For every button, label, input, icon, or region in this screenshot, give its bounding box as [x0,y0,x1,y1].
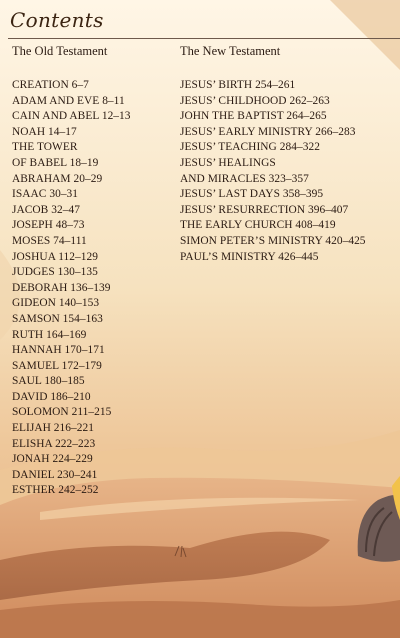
toc-entry[interactable]: SIMON PETER’S MINISTRY 420–425 [180,234,366,247]
toc-entry[interactable]: JESUS’ RESURRECTION 396–407 [180,203,349,216]
toc-entry[interactable]: NOAH 14–17 [12,125,77,138]
toc-entry[interactable]: JACOB 32–47 [12,203,80,216]
toc-entry[interactable]: SOLOMON 211–215 [12,406,112,419]
toc-entry[interactable]: AND MIRACLES 323–357 [180,172,309,185]
toc-entry[interactable]: JONAH 224–229 [12,453,93,466]
toc-entry[interactable]: GIDEON 140–153 [12,297,100,310]
toc-entry[interactable]: THE TOWER [12,141,78,154]
toc-entry[interactable]: JOSEPH 48–73 [12,219,85,232]
toc-entry[interactable]: JOHN THE BAPTIST 264–265 [180,110,327,123]
toc-entry[interactable]: JESUS’ HEALINGS [180,156,276,169]
toc-entry[interactable]: ADAM AND EVE 8–11 [12,94,125,107]
toc-entry[interactable]: DAVID 186–210 [12,390,91,403]
toc-entry[interactable]: ABRAHAM 20–29 [12,172,103,185]
page-title: Contents [10,8,104,32]
new-testament-list [180,78,366,265]
toc-entry[interactable]: JESUS’ LAST DAYS 358–395 [180,188,324,201]
toc-entry[interactable]: JESUS’ CHILDHOOD 262–263 [180,94,330,107]
toc-entry[interactable]: RUTH 164–169 [12,328,87,341]
toc-entry[interactable]: CAIN AND ABEL 12–13 [12,110,131,123]
toc-entry[interactable]: CREATION 6–7 [12,79,89,91]
new-testament-heading: The New Testament [180,44,281,58]
toc-entry[interactable]: MOSES 74–111 [12,234,87,247]
toc-entry[interactable]: DANIEL 230–241 [12,468,98,481]
toc-entry[interactable]: JESUS’ TEACHING 284–322 [180,141,320,154]
toc-entry[interactable]: PAUL’S MINISTRY 426–445 [180,250,319,263]
toc-entry[interactable]: THE EARLY CHURCH 408–419 [180,219,336,232]
toc-entry[interactable]: ESTHER 242–252 [12,484,99,497]
old-testament-list [12,78,131,499]
toc-entry[interactable]: JESUS’ BIRTH 254–261 [180,79,296,91]
toc-entry[interactable]: DEBORAH 136–139 [12,281,111,294]
toc-entry[interactable]: JESUS’ EARLY MINISTRY 266–283 [180,125,356,138]
toc-entry[interactable]: ELIJAH 216–221 [12,422,95,435]
title-divider [8,38,400,39]
toc-entry[interactable]: OF BABEL 18–19 [12,156,99,169]
toc-entry[interactable]: SAMUEL 172–179 [12,359,102,372]
toc-entry[interactable]: ELISHA 222–223 [12,437,96,450]
toc-entry[interactable]: SAUL 180–185 [12,375,85,388]
toc-entry[interactable]: HANNAH 170–171 [12,344,105,357]
toc-entry[interactable]: ISAAC 30–31 [12,188,79,201]
old-testament-heading: The Old Testament [12,44,108,58]
toc-entry[interactable]: SAMSON 154–163 [12,312,103,325]
toc-entry[interactable]: JUDGES 130–135 [12,266,98,279]
toc-entry[interactable]: JOSHUA 112–129 [12,250,99,263]
